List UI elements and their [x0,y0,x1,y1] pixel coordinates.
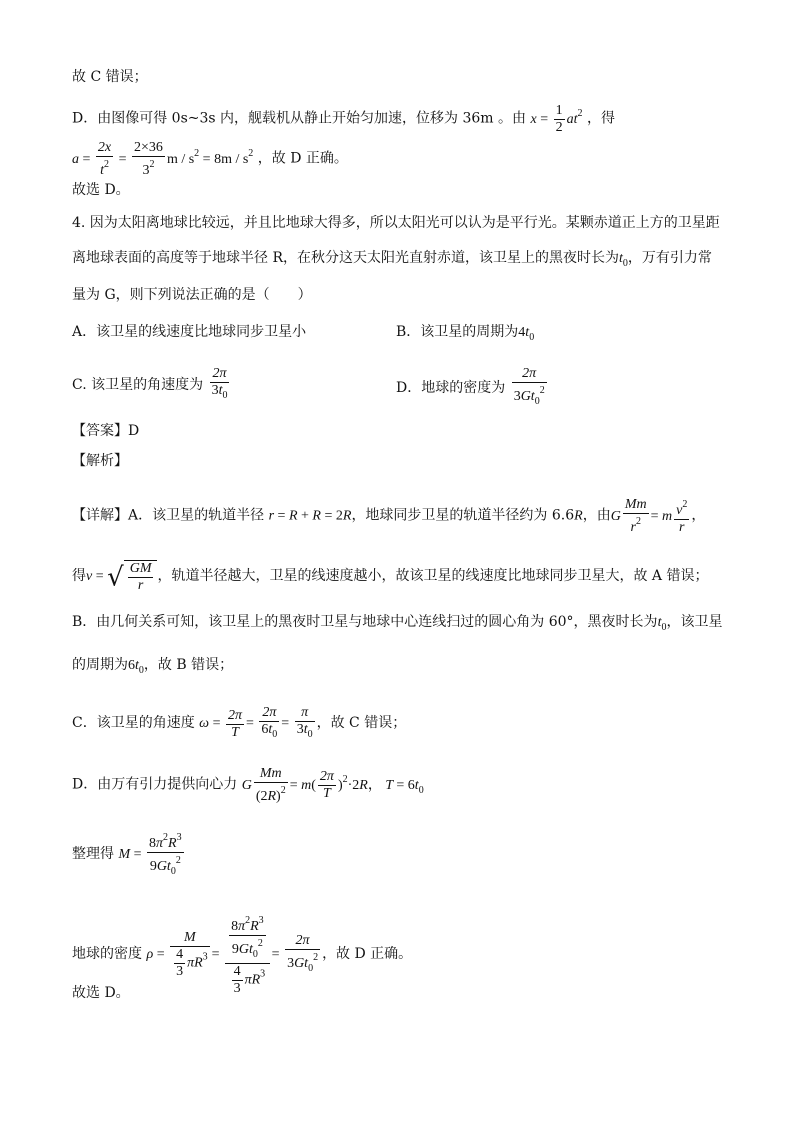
answer-label: 【答案】 [72,423,128,439]
analysis-label: 【解析】 [72,453,128,469]
formula-mass: M = $\frac{8\pi^2R^3}{9Gt_0^2}$ [118,832,182,877]
prev-acceleration-line [72,140,348,179]
detail-c2: ，故 C 错误； [316,715,407,732]
formula-orbit-radius: r = R + R = 2R [268,508,352,524]
prev-conclusion-c: 故 C 错误； [72,69,148,85]
formula-density-option: $\frac{2\pi}{3Gt_0^2}$ [513,366,545,407]
formula-omega-option: $\frac{2\pi}{3t_0}$ [211,366,228,401]
detail-mass-line [72,830,186,880]
prev-option-d-line [72,103,615,136]
question-line-2a: 离地球表面的高度等于地球半径 R，在秋分这天太阳光直射赤道，该卫星上的黑夜时长为 [72,250,619,266]
detail-a4: 得 [72,568,86,585]
detail-d-line [72,766,424,805]
formula-displacement: x = $\frac{1}{2}$ $at^2$ [530,103,583,135]
option-b [396,322,534,348]
detail-a3: ，由 [582,507,611,524]
formula-gravity-centripetal: G $\frac{Mm}{r^2}$ = m $\frac{v^2}{r}$ [610,497,688,535]
detail-f2: ，故 D 正确。 [322,946,413,963]
option-c [72,366,231,404]
formula-density: ρ = M $\frac{4}{3}$ $\pi R^3$ = $\frac{8\pi^2R^3}{9Gt_0^2}$ $\frac{4}{3}$ $\pi R^3$ = $\frac{2\pi}{3Gt_0^2}$ [146,915,319,996]
prev-d-text: D．由图像可得 0s~3s 内，舰载机从静止开始匀加速，位移为 36m 。由 [72,110,527,127]
detail-b3: 的周期为 [72,657,128,673]
detail-a5: ，轨道半径越大，卫星的线速度越小，故该卫星的线速度比地球同步卫星大，故 A 错误； [157,568,709,585]
formula-acceleration: a = $\frac{2x}{t^2}$ = $\frac{2\times 36}{3^2}$ $m / s^2 = 8m / s^2$ [72,140,254,178]
detail-a1: 【详解】A．该卫星的轨道半径 [72,507,265,524]
answer-value: D [128,423,140,439]
formula-velocity: v = √ $\frac{GM}{r}$ [86,569,157,584]
option-d-label: D．地球的密度为 [396,380,506,396]
detail-b2: ，该卫星 [666,614,723,630]
detail-b1: B．由几何关系可知，该卫星上的黑夜时卫星与地球中心连线扫过的圆心角为 60°，黑夜时长为 [72,614,658,630]
formula-t0: $t_0$ [619,251,628,269]
formula-4t0: $4t_0$ [518,325,535,343]
formula-angular-velocity: ω = $\frac{2\pi}{T}$ = $\frac{2\pi}{6t_0}$ = $\frac{\pi}{3t_0}$ [199,705,313,740]
answer-line [72,421,139,441]
prev-choose: 故选 D。 [72,182,130,198]
detail-f1: 地球的密度 [72,946,142,963]
option-c-label: C. 该卫星的角速度为 [72,377,204,393]
option-b-label: B．该卫星的周期为 [396,324,519,340]
detail-e1: 整理得 [72,846,114,863]
detail-c1: C．该卫星的角速度 [72,715,195,732]
detail-b-line-2: 的周期为$6t_0$，故 B 错误； [72,657,234,676]
detail-c-line [72,705,406,743]
option-d [396,366,549,410]
detail-a-line-1: 【详解】A．该卫星的轨道半径 r = R + R = 2R，地球同步卫星的轨道半径约为 6.6R，由G $\frac{Mm}{r^2}$ = m $\frac{v^2}{r}$ ， [72,497,706,535]
question-line-2b: ，万有引力常 [627,250,712,266]
detail-a-line-2 [72,560,709,594]
detail-end: 故选 D。 [72,985,130,1001]
detail-b-line-1: B．由几何关系可知，该卫星上的黑夜时卫星与地球中心连线扫过的圆心角为 60°，黑夜时长为$t_0$，该卫星 [72,614,723,633]
question-line-3: 量为 G，则下列说法正确的是（ ） [72,287,312,303]
detail-d1: D．由万有引力提供向心力 [72,776,238,793]
formula-gravity-period: G $\frac{Mm}{(2R)^2}$ = m( $\frac{2\pi}{T}$ )$^2$·2R， $T = 6t_0$ [241,766,424,804]
question-line-1: 4. 因为太阳离地球比较远，并且比地球大得多，所以太阳光可以认为是平行光。某颗赤道正上方的卫星距 [72,215,720,231]
prev-d-tail: ，故 D 正确。 [257,150,348,167]
question-line-2 [72,248,712,274]
detail-b4: ，故 B 错误； [143,657,234,673]
option-a: A．该卫星的线速度比地球同步卫星小 [72,324,307,340]
prev-d-text2: ，得 [586,110,615,127]
detail-a2: ，地球同步卫星的轨道半径约为 6.6 [351,507,575,524]
